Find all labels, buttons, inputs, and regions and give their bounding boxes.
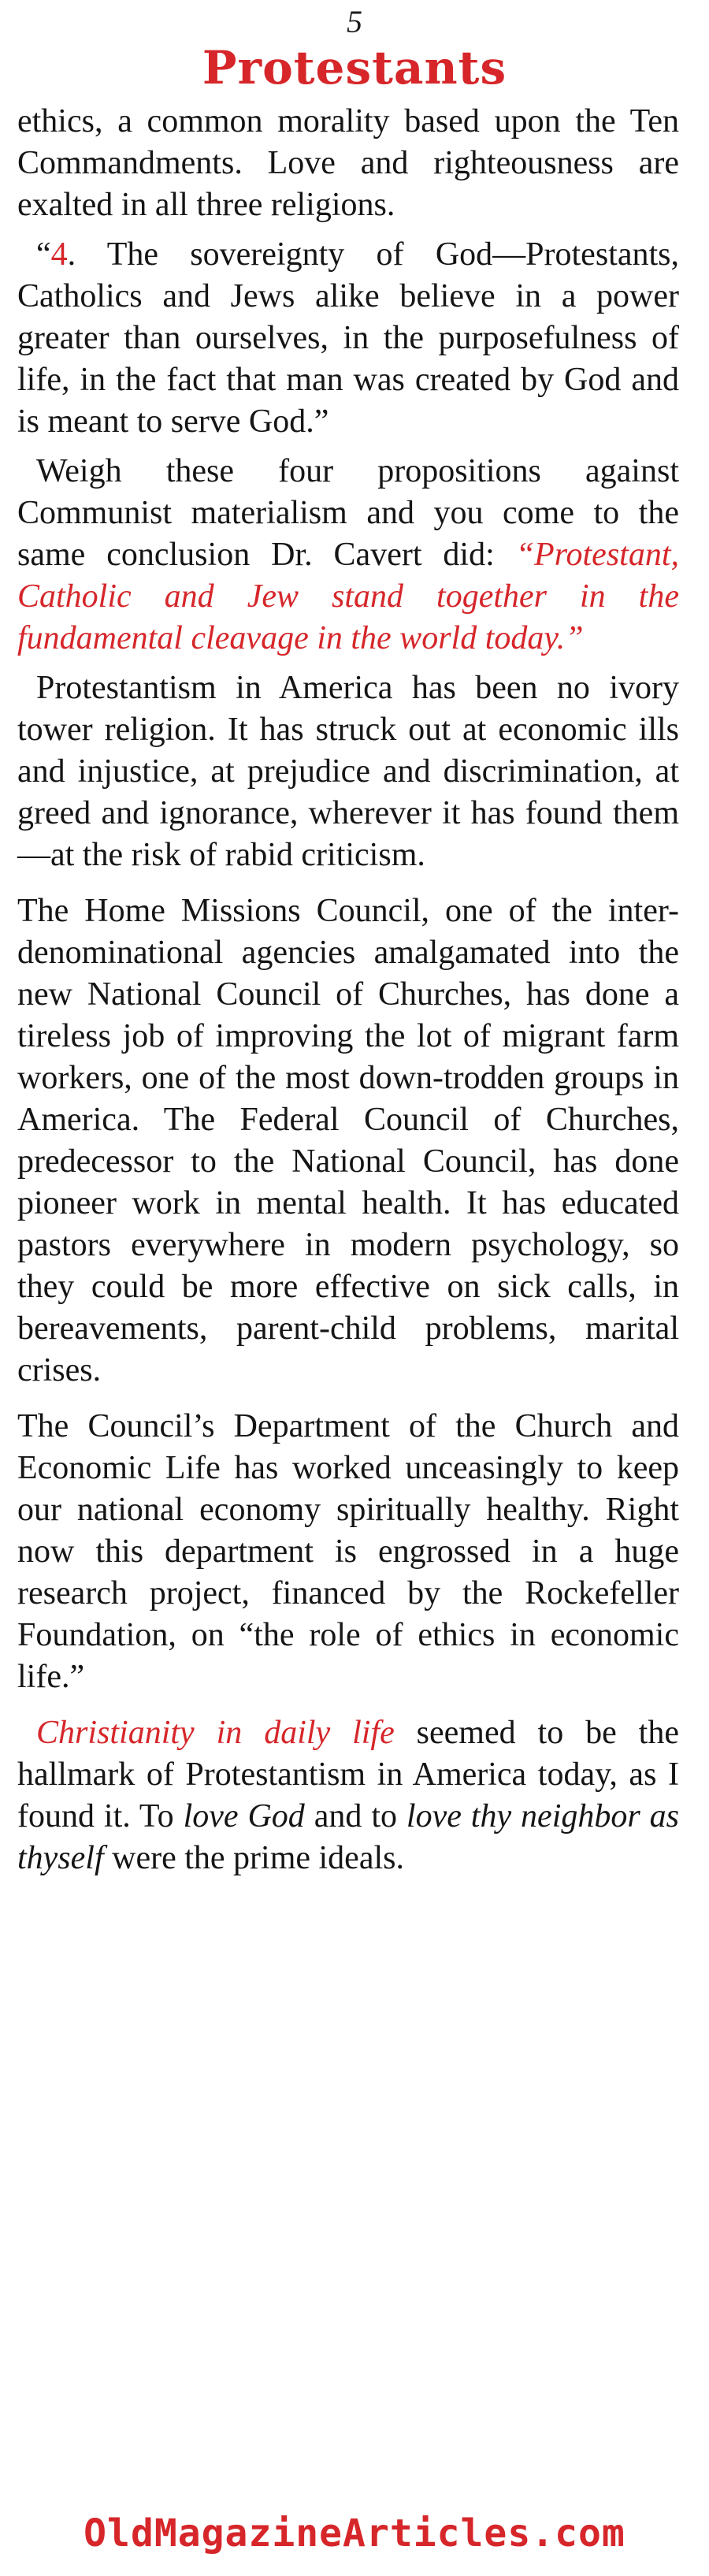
paragraph-propositions-text: Weigh these four propositions against Communist materialism and you come to the same conclusion Dr. Cavert did: <box>17 453 679 573</box>
paragraph-ethics <box>17 101 679 226</box>
paragraph-propositions <box>17 451 679 660</box>
page-masthead: Protestants <box>202 41 507 95</box>
paragraph-home-missions-text: The Home Missions Council, one of the inter-denominational agencies amalgamated into the new National Council of Churches, has done a tireless job of improving the lot of migrant farm workers, one of the most down-trodden groups in America. The Federal Council of Churches, predecessor to the National Council, has done pioneer work in mental health. It has educated pastors everywhere in modern psychology, so they could be more effective on sick calls, in bereavements, parent-child problems, marital crises. <box>17 893 679 1388</box>
paragraph-sovereignty-text: . The sovereignty of God—Protestants, Catholics and Jews alike believe in a power greater than ourselves, in the purposefulness of life, in the fact that man was created by God and is meant to serve God.” <box>17 236 679 440</box>
page-number: 5 <box>347 4 362 39</box>
paragraph-home-missions <box>17 890 679 1392</box>
paragraph-ivory-tower-text: Protestantism in America has been no ivory tower religion. It has struck out at economic ills and injustice, at prejudice and discrimination, at greed and ignorance, wherever it has found them—at the risk of rabid criticism. <box>17 670 679 873</box>
point-number: 4 <box>50 236 68 273</box>
paragraph-economic-life-text: The Council’s Department of the Church and Economic Life has worked unceasingly to keep our national economy spiritually healthy. Right now this department is engrossed in a huge research project, financed by the Rockefeller Foundation, on “the role of ethics in economic life.” <box>17 1408 679 1695</box>
daily-life-highlight: Christianity in daily life <box>36 1715 395 1751</box>
cavert-quote: “Protestant, Catholic and Jew stand together in the fundamental cleavage in the world today.” <box>17 537 679 656</box>
love-neighbor-phrase: love thy neighbor as thyself <box>17 1798 679 1876</box>
daily-life-text-3: were the prime ideals. <box>103 1840 404 1876</box>
paragraph-ethics-text: ethics, a common morality based upon the Ten Commandments. Love and righteousness are exalted in all three religions. <box>17 103 679 223</box>
paragraph-economic-life <box>17 1406 679 1698</box>
daily-life-text-1: seemed to be the hallmark of Protestantism in America today, as I found it. To <box>17 1715 679 1834</box>
quote-open-mark: “ <box>36 236 51 273</box>
paragraph-sovereignty <box>17 234 679 443</box>
love-god-phrase: love God <box>183 1798 305 1834</box>
daily-life-text-2: and to <box>304 1798 406 1834</box>
article-body <box>17 101 679 1887</box>
paragraph-ivory-tower <box>17 667 679 876</box>
site-footer-link[interactable]: OldMagazineArticles.com <box>84 2511 625 2556</box>
paragraph-daily-life <box>17 1712 679 1879</box>
